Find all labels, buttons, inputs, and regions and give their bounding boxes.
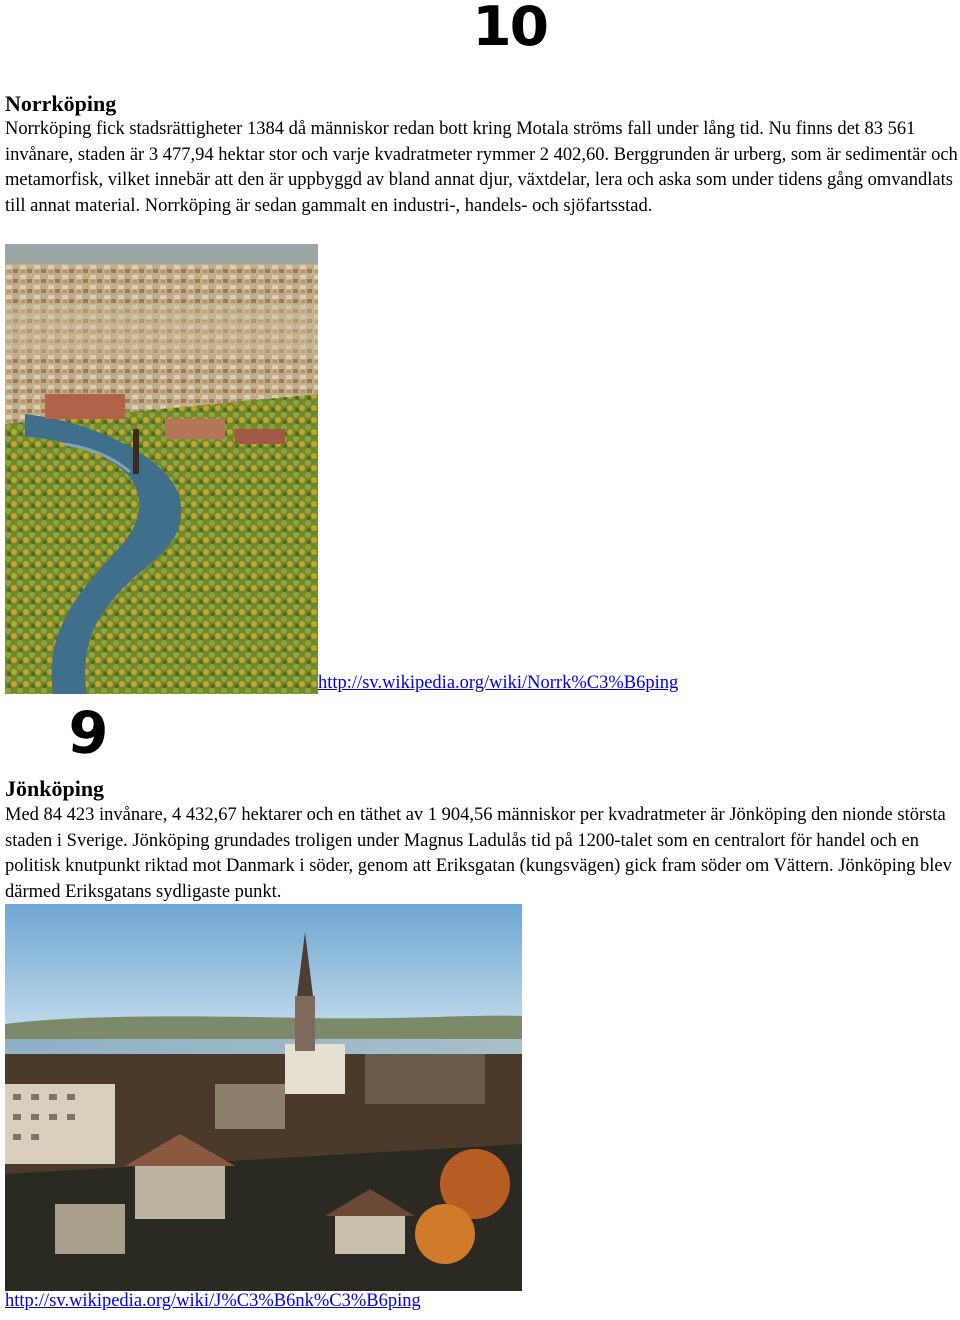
rank-number-10: 10 — [472, 0, 547, 58]
norrkoping-aerial-photo — [5, 244, 318, 694]
jonkoping-description: Med 84 423 invånare, 4 432,67 hektarer och en täthet av 1 904,56 människor per kvadratmeter är Jönköping den nionde största staden i Sverige. Jönköping grundades troligen under Magnus Ladulås tid på 1200-talet som en centralort för handel och en politisk knutpunkt riktad mot Danmark i söder, genom att Eriksgatan (kungsvägen) gick fram söder om Vättern. Jönköping blev därmed Eriksgatans sydligaste punkt. — [5, 805, 952, 902]
jonkoping-title: Jönköping — [5, 776, 105, 801]
rank-number-9: 9 — [65, 697, 109, 769]
jonkoping-wikipedia-link[interactable]: http://sv.wikipedia.org/wiki/J%C3%B6nk%C3%B6ping — [5, 1291, 421, 1311]
norrkoping-wikipedia-link[interactable]: http://sv.wikipedia.org/wiki/Norrk%C3%B6ping — [318, 673, 679, 693]
jonkoping-city-photo — [5, 904, 522, 1291]
norrkoping-title: Norrköping — [5, 91, 117, 116]
norrkoping-description: Norrköping fick stadsrättigheter 1384 då människor redan bott kring Motala ströms fall under lång tid. Nu finns det 83 561 invånare, staden är 3 477,94 hektar stor och varje kvadratmeter rymmer 2 402,60. Berggrunden är urberg, som är sedimentär och metamorfisk, vilket innebär att den är uppbyggd av bland annat djur, växtdelar, lera och aska som under tidens gång omvandlats till annat material. Norrköping är sedan gammalt en industri-, handels- och sjöfartsstad. — [5, 119, 958, 216]
